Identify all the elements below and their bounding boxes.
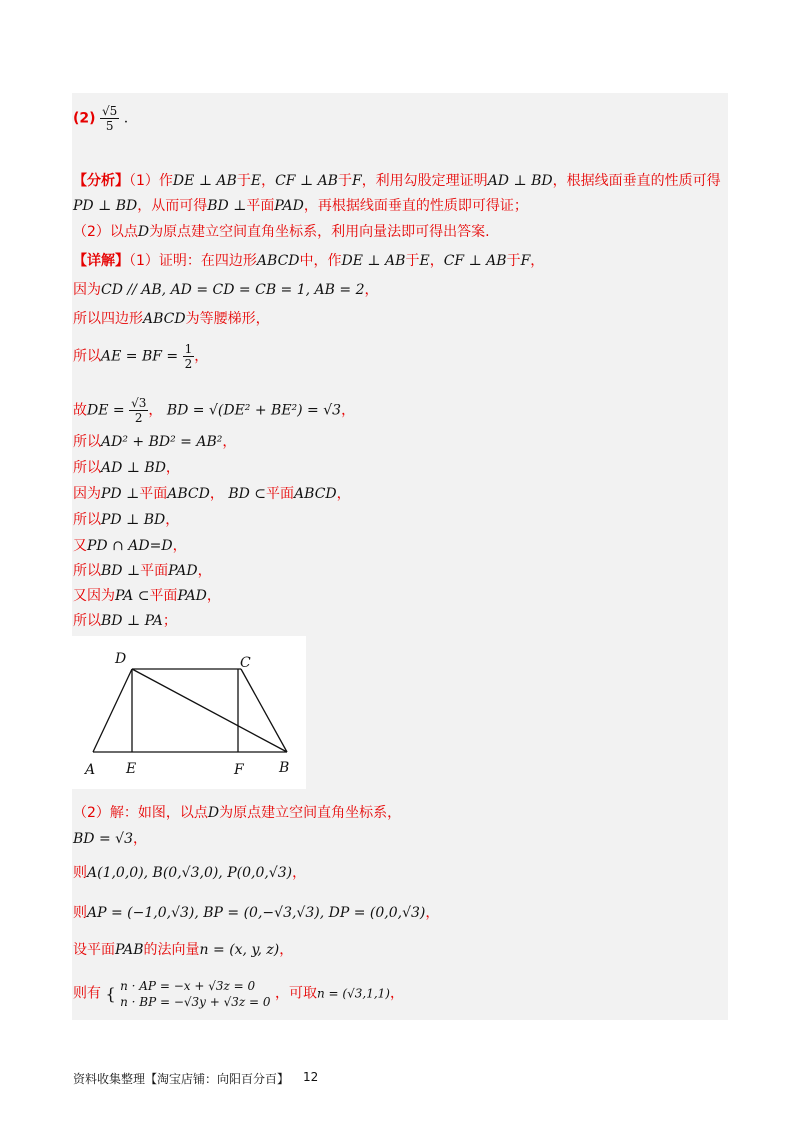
detail-line-4: 所以AE = BF = $\frac{1}{2}$ ， — [73, 342, 209, 371]
part2-line-6: 则有 { n · AP = −x + √3z = 0 n · BP = −√3y + √3z = 0 ，可取n = (√3,1,1)， — [73, 979, 404, 1009]
trapezoid-diagram — [72, 636, 306, 789]
label-F: F — [234, 762, 244, 778]
equation-system: n · AP = −x + √3z = 0 n · BP = −√3y + √3z = 0 — [120, 979, 271, 1009]
part2-line-1: （2）解：如图，以点D为原点建立空间直角坐标系， — [73, 805, 402, 821]
analysis-line-1: 【分析】（1）作DE ⊥ AB于E，CF ⊥ AB于F，利用勾股定理证明AD ⊥ BD，根据线面垂直的性质可得 — [73, 173, 721, 189]
label-A: A — [85, 762, 96, 778]
detail-line-10: 又PD ∩ AD=D， — [73, 538, 187, 554]
detail-line-11: 所以BD ⊥平面PAD， — [73, 563, 212, 579]
part2-answer: (2) $\frac{√5}{5}$ . — [73, 104, 129, 133]
detail-line-12: 又因为PA ⊂平面PAD， — [73, 588, 221, 604]
detail-line-9: 所以PD ⊥ BD， — [73, 512, 180, 528]
analysis-tag: 【分析】 — [73, 173, 129, 189]
detail-line-1: 【详解】（1）证明：在四边形ABCD中，作DE ⊥ AB于E，CF ⊥ AB于F， — [73, 253, 545, 269]
detail-line-6: 所以AD² + BD² = AB²， — [73, 434, 237, 450]
fraction: $\frac{√3}{2}$ — [131, 396, 147, 425]
part2-line-2: BD = √3， — [73, 831, 147, 847]
detail-line-7: 所以AD ⊥ BD， — [73, 460, 180, 476]
footer-source: 资料收集整理【淘宝店铺：向阳百分百】 — [73, 1072, 290, 1086]
part2-line-4: 则AP = (−1,0,√3), BP = (0,−√3,√3), DP = (0,0,√3)， — [73, 905, 440, 921]
fraction: $\frac{√5}{5}$ — [102, 104, 118, 133]
detail-line-2: 因为CD // AB, AD = CD = CB = 1, AB = 2， — [73, 282, 379, 298]
detail-line-8: 因为PD ⊥平面ABCD， BD ⊂平面ABCD， — [73, 486, 351, 502]
detail-line-5: 故DE = $\frac{√3}{2}$ ， BD = √(DE² + BE²) = √3， — [73, 396, 356, 425]
fraction: $\frac{1}{2}$ — [184, 342, 193, 371]
label-C: C — [240, 655, 251, 671]
edge-AD — [93, 669, 132, 752]
trapezoid-figure — [72, 636, 306, 789]
label-B: B — [279, 760, 290, 776]
label-D: D — [115, 651, 127, 667]
part2-line-5: 设平面PAB的法向量n = (x, y, z)， — [73, 942, 294, 958]
detail-line-3: 所以四边形ABCD为等腰梯形， — [73, 311, 270, 327]
detail-tag: 【详解】 — [73, 253, 129, 269]
part2-line-3: 则A(1,0,0), B(0,√3,0), P(0,0,√3)， — [73, 865, 307, 881]
detail-line-13: 所以BD ⊥ PA； — [73, 613, 177, 629]
analysis-line-2: PD ⊥ BD，从而可得BD ⊥平面PAD，再根据线面垂直的性质即可得证； — [73, 198, 528, 214]
label-E: E — [126, 761, 137, 777]
page-number: 12 — [303, 1070, 319, 1084]
analysis-line-3: （2）以点D为原点建立空间直角坐标系，利用向量法即可得出答案. — [73, 224, 490, 240]
